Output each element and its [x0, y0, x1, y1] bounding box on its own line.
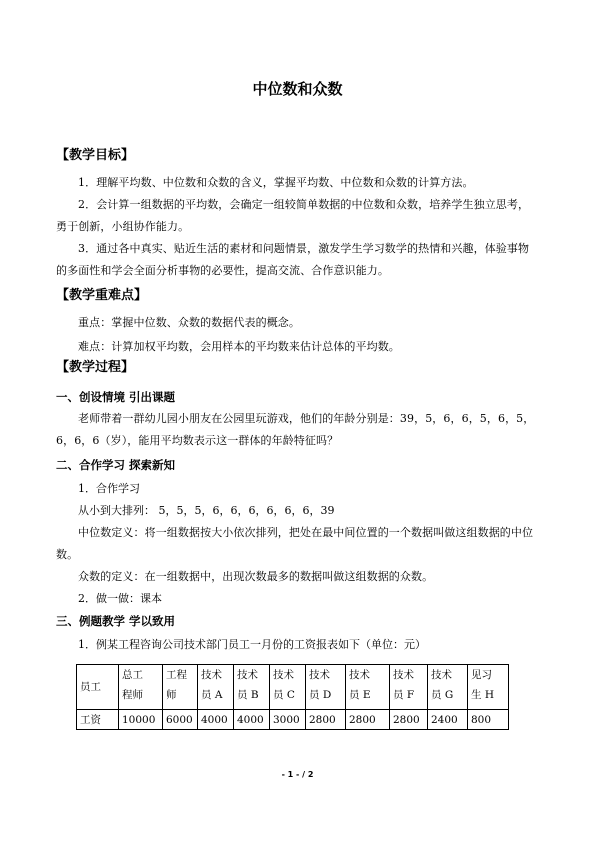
section2-heading: 二、合作学习 探索新知 — [56, 458, 176, 472]
key-point-focus: 重点：掌握中位数、众数的数据代表的概念。 — [78, 316, 300, 329]
wage-table-header-row — [77, 665, 509, 710]
example-text: 1．例某工程咨询公司技术部门员工一月份的工资报表如下（单位：元） — [78, 638, 426, 651]
median-definition: 中位数定义：将一组数据按大小依次排列，把处在最中间位置的一个数据叫做这组数据的中位数。 — [56, 526, 534, 561]
mode-definition: 众数的定义：在一组数据中，出现次数最多的数据叫做这组数据的众数。 — [78, 570, 434, 583]
page-number: - 1 - / 2 — [281, 770, 314, 779]
key-point-difficulty: 难点：计算加权平均数，会用样本的平均数来估计总体的平均数。 — [78, 340, 400, 353]
row-label-wage: 工资 — [77, 710, 119, 730]
wage-cell: 10000 — [119, 710, 163, 730]
process-heading: 【教学过程】 — [56, 360, 135, 375]
header-cell-tech-b: 技术 员 B — [234, 665, 270, 710]
header-cell-tech-d: 技术 员 D — [306, 665, 346, 710]
wage-table-value-row — [77, 710, 509, 730]
page-title: 中位数和众数 — [252, 80, 343, 98]
header-cell-tech-g: 技术 员 G — [428, 665, 468, 710]
wage-cell: 4000 — [234, 710, 270, 730]
wage-table — [76, 664, 509, 730]
header-cell-tech-c: 技术 员 C — [270, 665, 306, 710]
wage-cell: 2800 — [346, 710, 390, 730]
wage-cell: 2400 — [428, 710, 468, 730]
key-points-heading: 【教学重难点】 — [56, 288, 148, 303]
header-cell-intern-h: 见习 生 H — [468, 665, 509, 710]
objectives-heading: 【教学目标】 — [56, 148, 135, 163]
objective-item-2: 2．会计算一组数据的平均数，会确定一组较简单数据的中位数和众数，培养学生独立思考，勇于创新，小组协作能力。 — [56, 198, 530, 233]
section2-sub2: 2．做一做：课本 — [78, 592, 162, 605]
section2-sub1: 1．合作学习 — [78, 482, 140, 495]
section1-text: 老师带着一群幼儿园小朋友在公园里玩游戏，他们的年龄分别是：39，5，6，6，5，6，5，6，6，6（岁），能用平均数表示这一群体的年龄特征吗？ — [56, 412, 535, 447]
wage-cell: 4000 — [198, 710, 234, 730]
section1-heading: 一、创设情境 引出课题 — [56, 390, 176, 404]
header-cell-tech-a: 技术 员 A — [198, 665, 234, 710]
header-cell-chief-engineer: 总工 程师 — [119, 665, 163, 710]
header-cell-engineer: 工程 师 — [163, 665, 198, 710]
wage-cell: 6000 — [163, 710, 198, 730]
wage-cell: 2800 — [306, 710, 346, 730]
header-cell-employee: 员工 — [77, 665, 119, 710]
objective-item-3: 3．通过各中真实、贴近生活的素材和问题情景，激发学生学习数学的热情和兴趣，体验事物的多面性和学会全面分析事物的必要性，提高交流、合作意识能力。 — [56, 242, 530, 277]
ordered-data: 从小到大排列： 5，5，5，6，6，6，6，6，6，39 — [78, 504, 335, 517]
wage-cell: 800 — [468, 710, 509, 730]
section3-heading: 三、例题教学 学以致用 — [56, 614, 176, 628]
objective-item-1: 1．理解平均数、中位数和众数的含义，掌握平均数、中位数和众数的计算方法。 — [78, 176, 474, 189]
wage-cell: 2800 — [390, 710, 428, 730]
header-cell-tech-e: 技术 员 E — [346, 665, 390, 710]
header-cell-tech-f: 技术 员 F — [390, 665, 428, 710]
wage-cell: 3000 — [270, 710, 306, 730]
